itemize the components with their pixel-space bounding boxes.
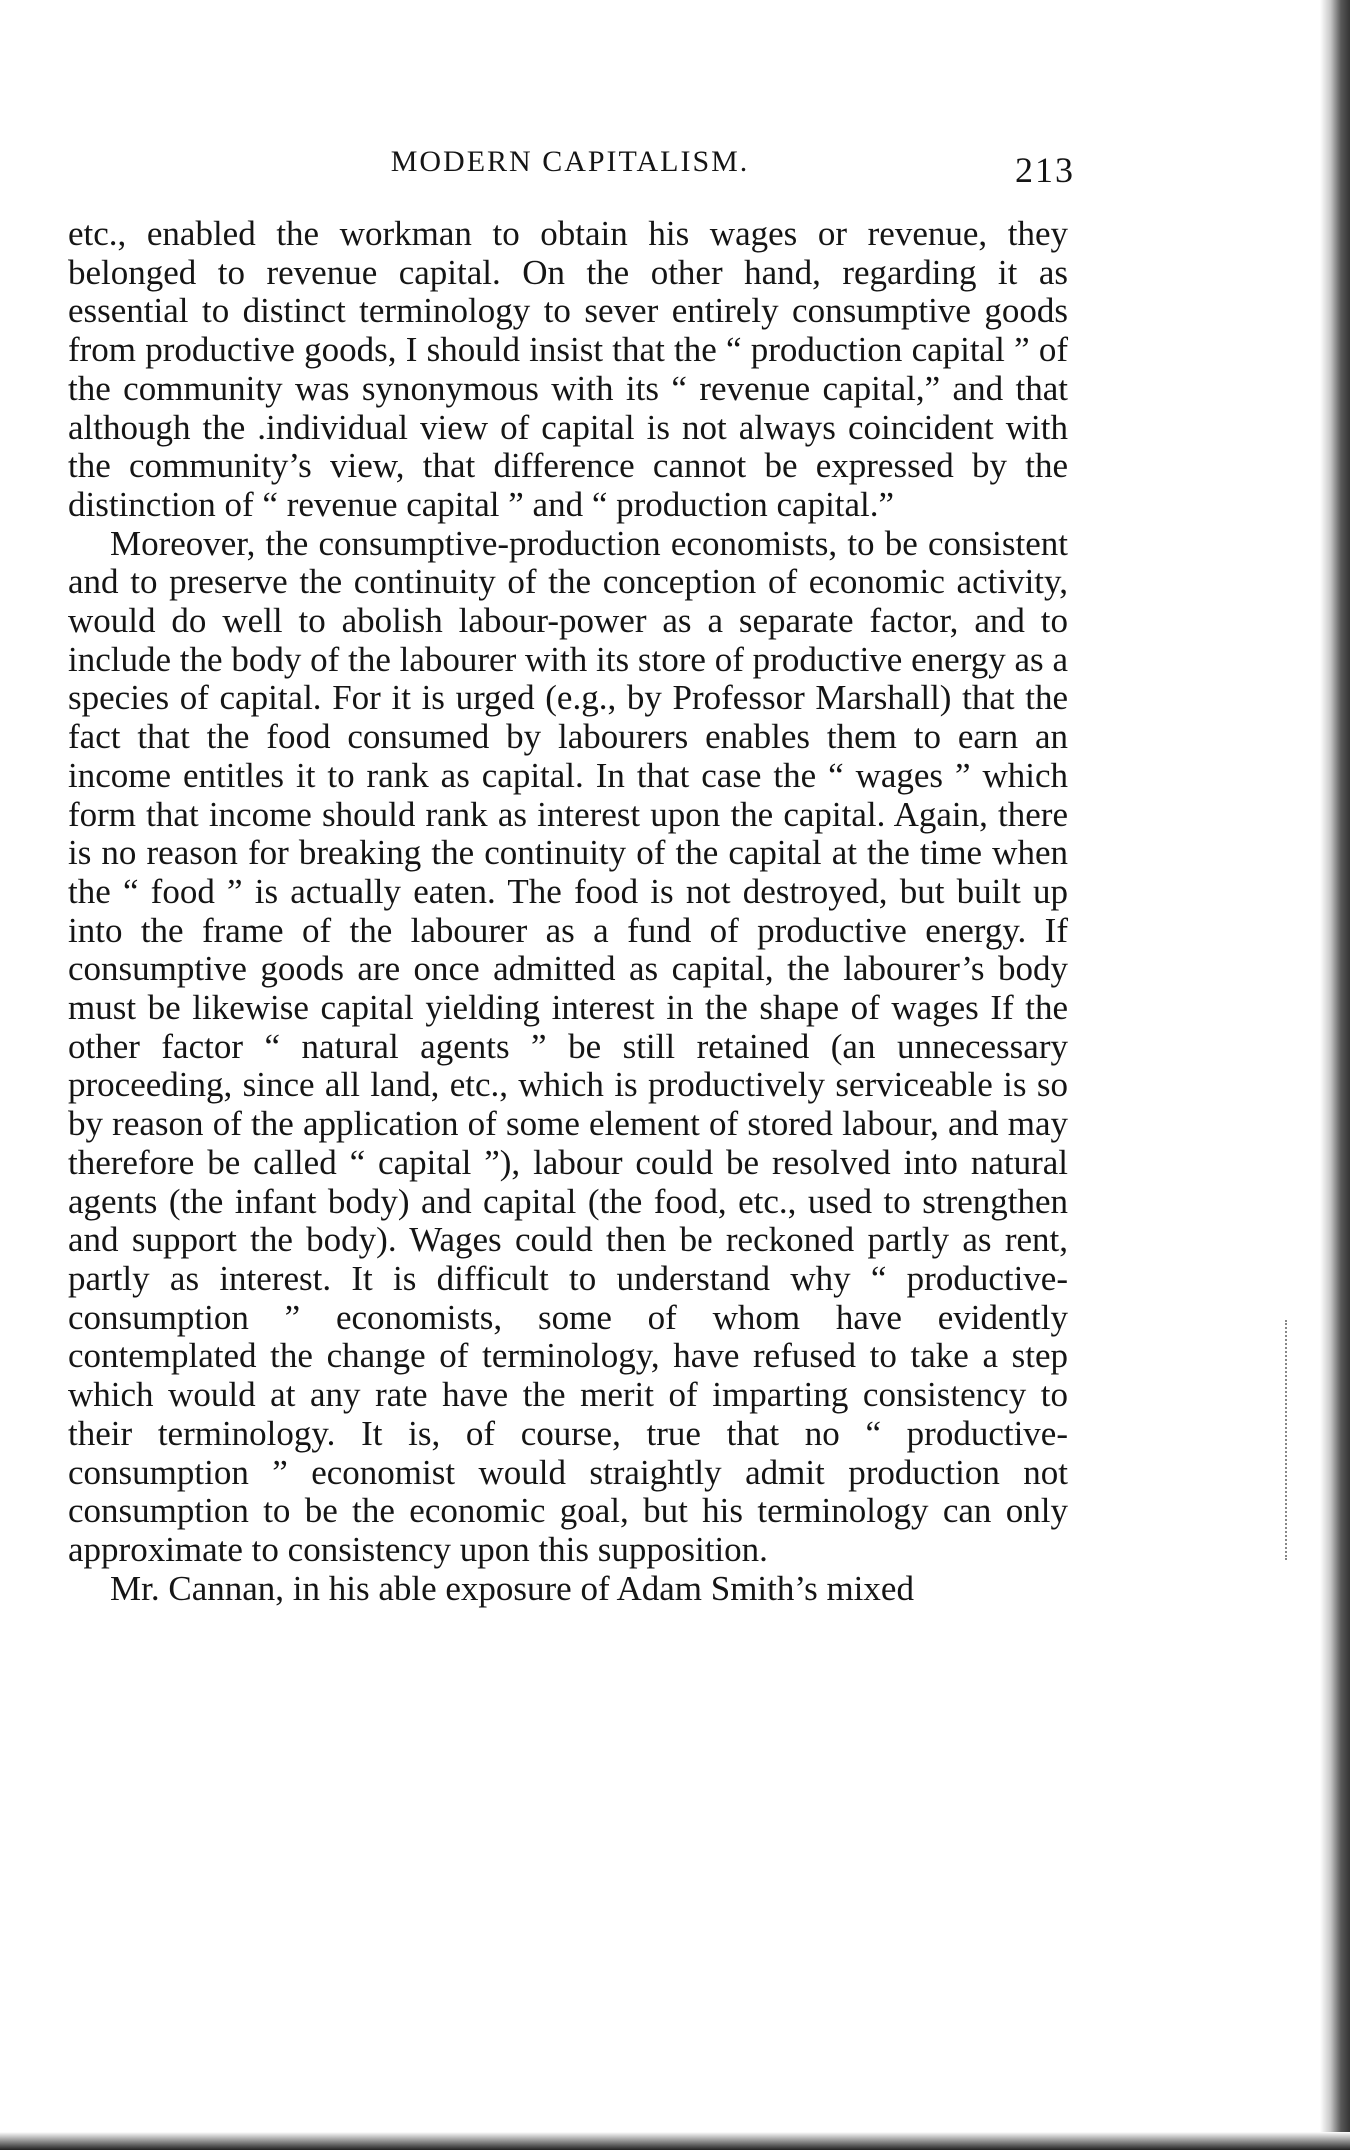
page-number: 213 [1015, 150, 1075, 190]
running-head [70, 145, 1075, 190]
binding-edge [1320, 0, 1350, 2150]
paragraph-continuation: etc., enabled the workman to obtain his wages or revenue, they belonged to revenue capital. On the other hand, regarding it as essential to distinct terminology to sever entirely consumptive goods from productive goods, I should insist that the “ production capital ” of the community was synonymous with its “ revenue capital,” and that although the .individual view of capital is not always coincident with the community’s view, that difference cannot be expressed by the distinction of “ revenue capital ” and “ production capital.” [68, 214, 1068, 524]
running-title: MODERN CAPITALISM. [390, 145, 750, 178]
paragraph-mr-cannan: Mr. Cannan, in his able exposure of Adam Smith’s mixed [110, 1568, 914, 1608]
bottom-edge [0, 2132, 1350, 2150]
margin-scan-marks [1285, 1320, 1307, 1560]
body-text [68, 215, 1068, 1608]
paragraph-moreover: Moreover, the consumptive-production economists, to be consistent and to preserve the continuity of the conception of economic activity, would do well to abolish labour-power as a separate factor, and to include the body of the labourer with its store of productive energy as a species of capital. For it is urged (e.g., by Professor Marshall) that the fact that the food consumed by labourers enables them to earn an income entitles it to rank as capital. In that case the “ wages ” which form that income should rank as interest upon the capital. Again, there is no reason for breaking the continuity of the capital at the time when the “ food ” is actually eaten. The food is not destroyed, but built up into the frame of the labourer as a fund of productive energy. If consumptive goods are once admitted as capital, the labourer’s body must be likewise capital yielding interest in the shape of wages If the other factor “ natural agents ” be still retained (an unnecessary proceeding, since all land, etc., which is productively serviceable is so by reason of the application of some element of stored labour, and may therefore be called “ capital ”), labour could be resolved into natural agents (the infant body) and capital (the food, etc., used to strengthen and support the body). Wages could then be reckoned partly as rent, partly as interest. It is difficult to understand why “ productive-consumption ” economists, some of whom have evidently contemplated the change of terminology, have refused to take a step which would at any rate have the merit of imparting consistency to their terminology. It is, of course, true that no “ productive-consumption ” economist would straightly admit production not consumption to be the economic goal, but his terminology can only approximate to consistency upon this supposition. [68, 523, 1068, 1569]
